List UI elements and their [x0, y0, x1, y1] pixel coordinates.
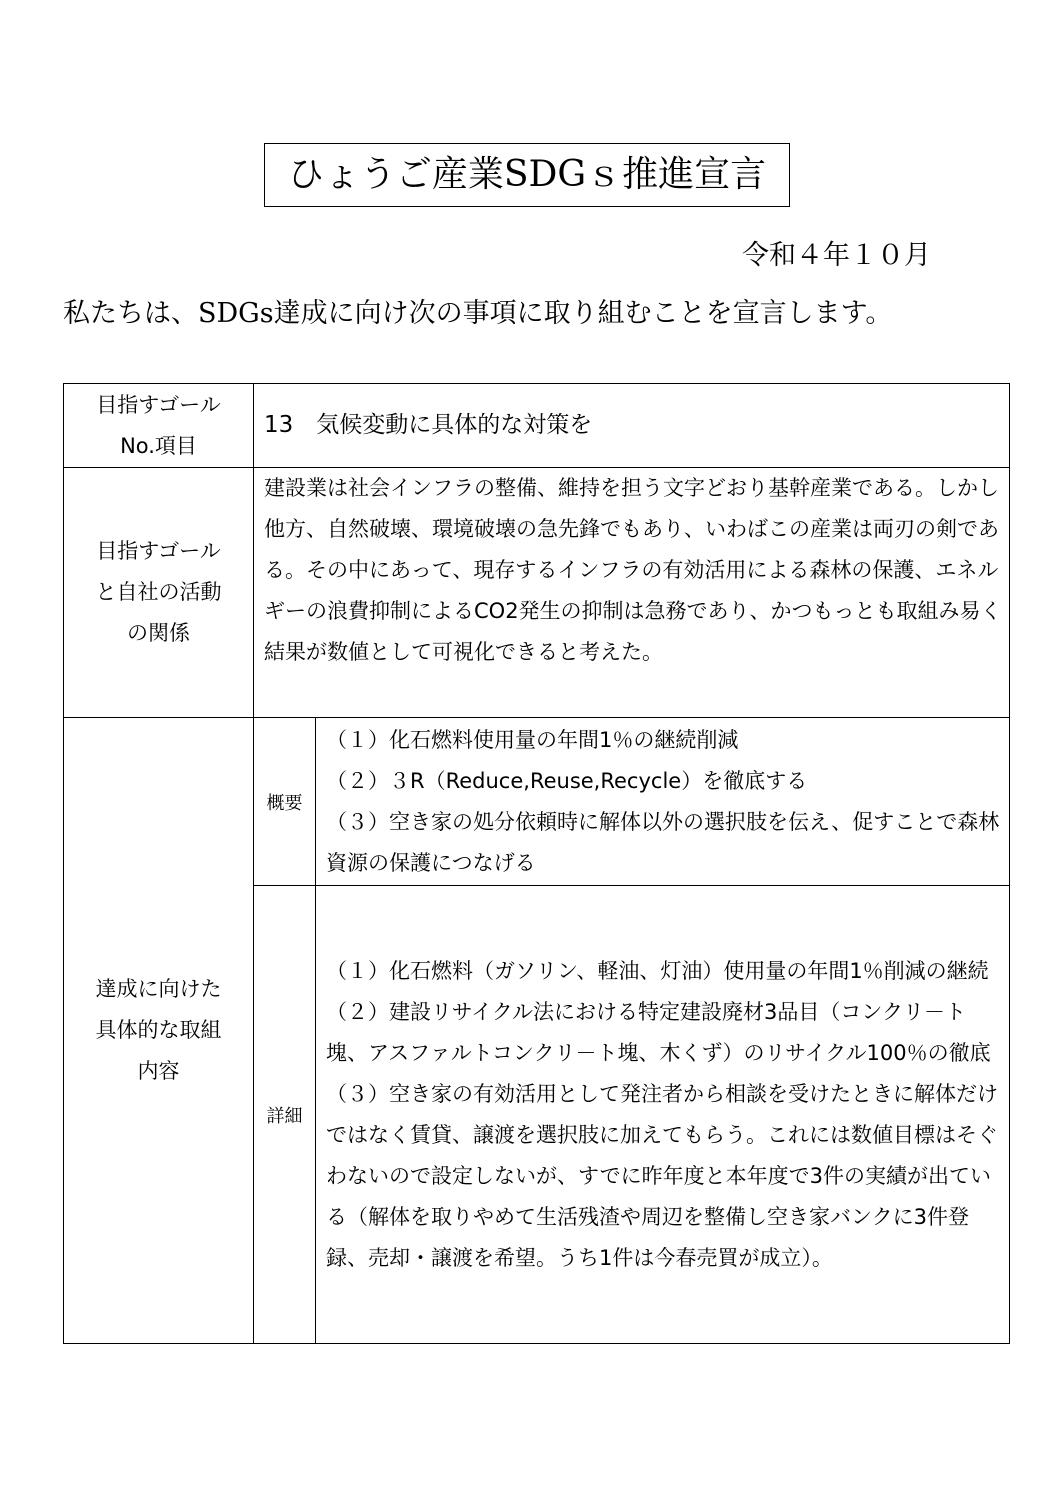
summary-item: （２）３R（Reduce,Reuse,Recycle）を徹底する [326, 768, 808, 793]
summary-row [64, 718, 1010, 886]
goal-label-line: No.項目 [120, 433, 197, 458]
goal-row [64, 384, 1010, 468]
goal-label-cell [64, 384, 254, 468]
declaration-date: 令和４年１０月 [742, 240, 931, 271]
relation-label-line: と自社の活動 [95, 580, 222, 604]
detail-label: 詳細 [254, 886, 316, 1344]
summary-cell [316, 718, 1010, 886]
detail-cell [316, 886, 1010, 1344]
detail-item: （１）化石燃料（ガソリン、軽油、灯油）使用量の年間1％削減の継続 [326, 958, 989, 983]
action-label-cell [64, 718, 254, 1344]
declaration-table [63, 383, 1010, 1344]
detail-item: （２）建設リサイクル法における特定建設廃材3品目（コンクリ－ト塊、アスファルトコンクリ－ト塊、木くず）のリサイクル100％の徹底 [326, 999, 991, 1065]
relation-label-line: の関係 [127, 621, 190, 645]
intro-statement: 私たちは、SDGs達成に向け次の事項に取り組むことを宣言します。 [63, 298, 893, 329]
summary-item: （１）化石燃料使用量の年間1％の継続削減 [326, 727, 739, 752]
relation-text: 建設業は社会インフラの整備、維持を担う文字どおり基幹産業である。しかし他方、自然破壊、環境破壊の急先鋒でもあり、いわばこの産業は両刃の剣である。その中にあって、現存するインフラの有効活用による森林の保護、エネルギーの浪費抑制によるCO2発生の抑制は急務であり、かつもっとも取組み易く結果が数値として可視化できると考えた。 [254, 468, 1010, 718]
detail-item: （３）空き家の有効活用として発注者から相談を受けたときに解体だけではなく賃貸、譲渡を選択肢に加えてもらう。これには数値目標はそぐわないので設定しないが、すでに昨年度と本年度で3件の実績が出ている（解体を取りやめて生活残渣や周辺を整備し空き家バンクに3件登録、売却・譲渡を希望。うち1件は今春売買が成立）。 [326, 1081, 998, 1270]
goal-value: 13 気候変動に具体的な対策を [254, 384, 1010, 468]
summary-item: （３）空き家の処分依頼時に解体以外の選択肢を伝え、促すことで森林資源の保護につなげる [326, 809, 1000, 875]
relation-label-cell [64, 468, 254, 718]
summary-label: 概要 [254, 718, 316, 886]
relation-row [64, 468, 1010, 718]
relation-label-line: 目指すゴール [96, 539, 221, 563]
goal-label-line: 目指すゴール [96, 392, 221, 417]
action-label-line: 達成に向けた [95, 977, 222, 1001]
action-label-line: 内容 [137, 1059, 180, 1083]
action-label-line: 具体的な取組 [95, 1018, 222, 1042]
page-title: ひょうご産業SDGｓ推進宣言 [264, 143, 790, 207]
